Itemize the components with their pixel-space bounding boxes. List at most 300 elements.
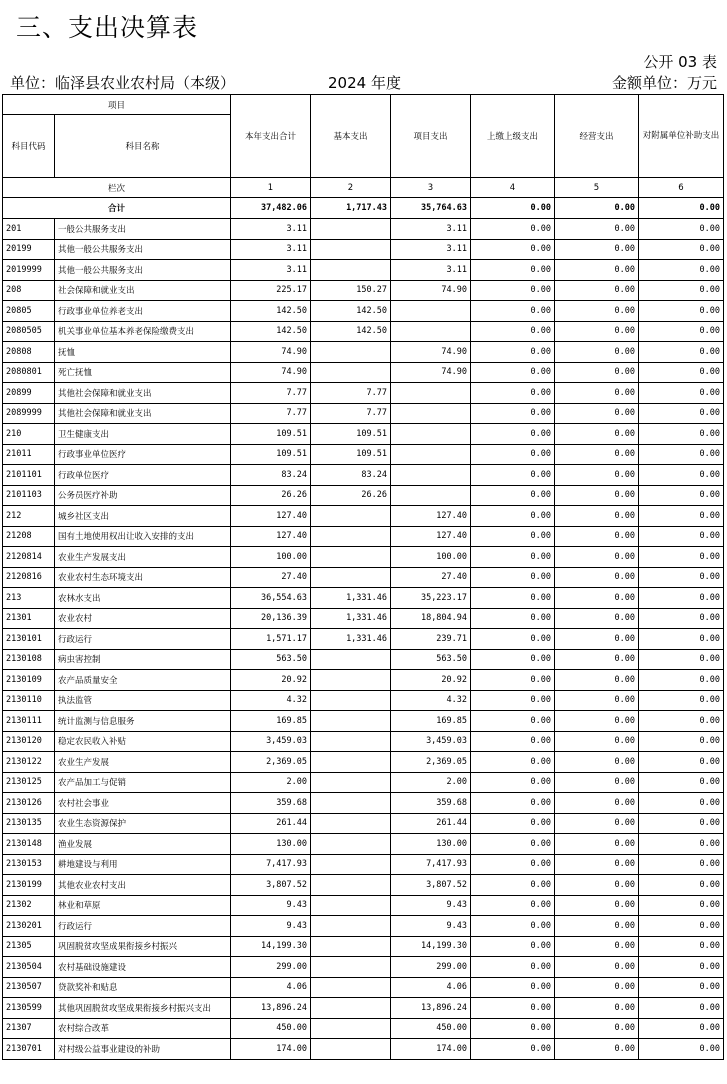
subsidy-cell: 0.00 xyxy=(639,403,724,424)
table-row xyxy=(3,936,724,957)
subsidy-cell: 0.00 xyxy=(639,362,724,383)
project-cell: 450.00 xyxy=(391,1018,471,1039)
subsidy-cell: 0.00 xyxy=(639,239,724,260)
code-cell: 208 xyxy=(3,280,55,301)
name-cell: 行政运行 xyxy=(55,916,231,937)
business-cell: 0.00 xyxy=(555,526,639,547)
subsidy-cell: 0.00 xyxy=(639,424,724,445)
subsidy-cell: 0.00 xyxy=(639,834,724,855)
upper-cell: 0.00 xyxy=(471,485,555,506)
table-row xyxy=(3,629,724,650)
upper-cell: 0.00 xyxy=(471,936,555,957)
table-row xyxy=(3,813,724,834)
business-cell: 0.00 xyxy=(555,834,639,855)
table-row xyxy=(3,752,724,773)
subsidy-cell: 0.00 xyxy=(639,506,724,527)
name-cell: 其他巩固脱贫攻坚成果衔接乡村振兴支出 xyxy=(55,998,231,1019)
code-cell: 2080505 xyxy=(3,321,55,342)
name-cell: 其他社会保障和就业支出 xyxy=(55,383,231,404)
business-cell: 0.00 xyxy=(555,1039,639,1060)
basic-cell xyxy=(311,834,391,855)
upper-cell: 0.00 xyxy=(471,506,555,527)
business-cell: 0.00 xyxy=(555,916,639,937)
project-cell: 3.11 xyxy=(391,239,471,260)
subsidy-cell: 0.00 xyxy=(639,444,724,465)
table-row xyxy=(3,1018,724,1039)
subsidy-cell: 0.00 xyxy=(639,1039,724,1060)
basic-cell: 109.51 xyxy=(311,424,391,445)
subsidy-cell: 0.00 xyxy=(639,875,724,896)
basic-cell xyxy=(311,506,391,527)
project-cell: 35,223.17 xyxy=(391,588,471,609)
upper-cell: 0.00 xyxy=(471,608,555,629)
name-cell: 农产品加工与促销 xyxy=(55,772,231,793)
name-cell: 农村综合改革 xyxy=(55,1018,231,1039)
code-cell: 2130109 xyxy=(3,670,55,691)
col-header-basic: 基本支出 xyxy=(311,95,391,178)
basic-cell: 83.24 xyxy=(311,465,391,486)
total-value: 0.00 xyxy=(639,198,724,219)
code-cell: 210 xyxy=(3,424,55,445)
subsidy-cell: 0.00 xyxy=(639,280,724,301)
project-cell: 299.00 xyxy=(391,957,471,978)
code-cell: 20805 xyxy=(3,301,55,322)
subsidy-cell: 0.00 xyxy=(639,772,724,793)
business-cell: 0.00 xyxy=(555,998,639,1019)
code-cell: 2130110 xyxy=(3,690,55,711)
project-cell: 4.06 xyxy=(391,977,471,998)
upper-cell: 0.00 xyxy=(471,875,555,896)
total-cell: 225.17 xyxy=(231,280,311,301)
expenditure-table xyxy=(2,94,724,1060)
project-cell xyxy=(391,444,471,465)
basic-cell: 26.26 xyxy=(311,485,391,506)
subsidy-cell: 0.00 xyxy=(639,260,724,281)
business-cell: 0.00 xyxy=(555,485,639,506)
basic-cell xyxy=(311,813,391,834)
total-cell: 174.00 xyxy=(231,1039,311,1060)
code-cell: 2130108 xyxy=(3,649,55,670)
upper-cell: 0.00 xyxy=(471,854,555,875)
business-cell: 0.00 xyxy=(555,547,639,568)
table-row xyxy=(3,506,724,527)
business-cell: 0.00 xyxy=(555,403,639,424)
basic-cell: 142.50 xyxy=(311,321,391,342)
subsidy-cell: 0.00 xyxy=(639,916,724,937)
code-cell: 20899 xyxy=(3,383,55,404)
business-cell: 0.00 xyxy=(555,383,639,404)
upper-cell: 0.00 xyxy=(471,629,555,650)
table-row xyxy=(3,731,724,752)
project-cell: 174.00 xyxy=(391,1039,471,1060)
project-cell xyxy=(391,465,471,486)
basic-cell: 109.51 xyxy=(311,444,391,465)
project-cell: 100.00 xyxy=(391,547,471,568)
subsidy-cell: 0.00 xyxy=(639,649,724,670)
upper-cell: 0.00 xyxy=(471,588,555,609)
subsidy-cell: 0.00 xyxy=(639,793,724,814)
table-row xyxy=(3,424,724,445)
code-cell: 2130120 xyxy=(3,731,55,752)
basic-cell xyxy=(311,875,391,896)
name-cell: 对村级公益事业建设的补助 xyxy=(55,1039,231,1060)
table-row xyxy=(3,649,724,670)
subsidy-cell: 0.00 xyxy=(639,629,724,650)
name-cell: 行政事业单位养老支出 xyxy=(55,301,231,322)
upper-cell: 0.00 xyxy=(471,1039,555,1060)
upper-cell: 0.00 xyxy=(471,690,555,711)
project-cell: 74.90 xyxy=(391,280,471,301)
subsidy-cell: 0.00 xyxy=(639,711,724,732)
upper-cell: 0.00 xyxy=(471,731,555,752)
subsidy-cell: 0.00 xyxy=(639,936,724,957)
table-row xyxy=(3,957,724,978)
basic-cell: 7.77 xyxy=(311,383,391,404)
table-row xyxy=(3,588,724,609)
project-cell: 9.43 xyxy=(391,916,471,937)
name-cell: 卫生健康支出 xyxy=(55,424,231,445)
upper-cell: 0.00 xyxy=(471,260,555,281)
upper-cell: 0.00 xyxy=(471,547,555,568)
project-cell: 2.00 xyxy=(391,772,471,793)
code-cell: 2130125 xyxy=(3,772,55,793)
business-cell: 0.00 xyxy=(555,219,639,240)
basic-cell xyxy=(311,936,391,957)
total-value: 37,482.06 xyxy=(231,198,311,219)
basic-cell xyxy=(311,526,391,547)
subsidy-cell: 0.00 xyxy=(639,526,724,547)
upper-cell: 0.00 xyxy=(471,772,555,793)
basic-cell xyxy=(311,690,391,711)
upper-cell: 0.00 xyxy=(471,239,555,260)
code-cell: 2130111 xyxy=(3,711,55,732)
col-header-code: 科目代码 xyxy=(3,115,55,178)
business-cell: 0.00 xyxy=(555,629,639,650)
name-cell: 统计监测与信息服务 xyxy=(55,711,231,732)
table-row xyxy=(3,239,724,260)
business-cell: 0.00 xyxy=(555,854,639,875)
name-cell: 城乡社区支出 xyxy=(55,506,231,527)
upper-cell: 0.00 xyxy=(471,977,555,998)
total-cell: 127.40 xyxy=(231,506,311,527)
basic-cell xyxy=(311,260,391,281)
code-cell: 2101101 xyxy=(3,465,55,486)
name-cell: 贷款奖补和贴息 xyxy=(55,977,231,998)
business-cell: 0.00 xyxy=(555,301,639,322)
name-cell: 行政运行 xyxy=(55,629,231,650)
subsidy-cell: 0.00 xyxy=(639,321,724,342)
basic-cell xyxy=(311,547,391,568)
table-row xyxy=(3,670,724,691)
upper-cell: 0.00 xyxy=(471,444,555,465)
project-cell xyxy=(391,301,471,322)
basic-cell xyxy=(311,1039,391,1060)
table-row xyxy=(3,608,724,629)
code-cell: 2130201 xyxy=(3,916,55,937)
total-cell: 2,369.05 xyxy=(231,752,311,773)
name-cell: 农产品质量安全 xyxy=(55,670,231,691)
business-cell: 0.00 xyxy=(555,772,639,793)
subsidy-cell: 0.00 xyxy=(639,957,724,978)
total-cell: 3.11 xyxy=(231,260,311,281)
basic-cell: 1,331.46 xyxy=(311,608,391,629)
table-row xyxy=(3,998,724,1019)
table-row xyxy=(3,301,724,322)
basic-cell: 150.27 xyxy=(311,280,391,301)
table-row xyxy=(3,711,724,732)
subsidy-cell: 0.00 xyxy=(639,998,724,1019)
name-cell: 其他社会保障和就业支出 xyxy=(55,403,231,424)
total-cell: 20,136.39 xyxy=(231,608,311,629)
subsidy-cell: 0.00 xyxy=(639,854,724,875)
table-row xyxy=(3,485,724,506)
total-cell: 74.90 xyxy=(231,342,311,363)
name-cell: 耕地建设与利用 xyxy=(55,854,231,875)
seq-6: 6 xyxy=(639,178,724,198)
business-cell: 0.00 xyxy=(555,731,639,752)
basic-cell xyxy=(311,772,391,793)
code-cell: 2130148 xyxy=(3,834,55,855)
business-cell: 0.00 xyxy=(555,342,639,363)
table-row xyxy=(3,690,724,711)
code-cell: 2120814 xyxy=(3,547,55,568)
project-cell xyxy=(391,424,471,445)
name-cell: 死亡抚恤 xyxy=(55,362,231,383)
subsidy-cell: 0.00 xyxy=(639,465,724,486)
basic-cell xyxy=(311,731,391,752)
col-header-upper: 上缴上级支出 xyxy=(471,95,555,178)
total-cell: 109.51 xyxy=(231,424,311,445)
total-cell: 27.40 xyxy=(231,567,311,588)
business-cell: 0.00 xyxy=(555,977,639,998)
total-cell: 169.85 xyxy=(231,711,311,732)
table-row xyxy=(3,321,724,342)
table-row xyxy=(3,383,724,404)
business-cell: 0.00 xyxy=(555,813,639,834)
project-cell: 130.00 xyxy=(391,834,471,855)
code-cell: 2130199 xyxy=(3,875,55,896)
basic-cell xyxy=(311,362,391,383)
project-cell: 3,459.03 xyxy=(391,731,471,752)
total-cell: 127.40 xyxy=(231,526,311,547)
total-cell: 109.51 xyxy=(231,444,311,465)
basic-cell: 142.50 xyxy=(311,301,391,322)
table-row xyxy=(3,834,724,855)
code-cell: 2130101 xyxy=(3,629,55,650)
code-cell: 21208 xyxy=(3,526,55,547)
total-cell: 563.50 xyxy=(231,649,311,670)
total-cell: 299.00 xyxy=(231,957,311,978)
upper-cell: 0.00 xyxy=(471,670,555,691)
table-row xyxy=(3,875,724,896)
project-cell: 14,199.30 xyxy=(391,936,471,957)
col-header-subsidy: 对附属单位补助支出 xyxy=(639,95,724,178)
name-cell: 农业农村生态环境支出 xyxy=(55,567,231,588)
total-cell: 1,571.17 xyxy=(231,629,311,650)
subsidy-cell: 0.00 xyxy=(639,588,724,609)
upper-cell: 0.00 xyxy=(471,916,555,937)
subsidy-cell: 0.00 xyxy=(639,690,724,711)
business-cell: 0.00 xyxy=(555,362,639,383)
name-cell: 农业生产发展支出 xyxy=(55,547,231,568)
total-cell: 359.68 xyxy=(231,793,311,814)
total-value: 0.00 xyxy=(555,198,639,219)
table-row xyxy=(3,219,724,240)
project-cell: 127.40 xyxy=(391,526,471,547)
seq-1: 1 xyxy=(231,178,311,198)
seq-2: 2 xyxy=(311,178,391,198)
upper-cell: 0.00 xyxy=(471,362,555,383)
total-cell: 3.11 xyxy=(231,219,311,240)
name-cell: 行政事业单位医疗 xyxy=(55,444,231,465)
subsidy-cell: 0.00 xyxy=(639,977,724,998)
upper-cell: 0.00 xyxy=(471,342,555,363)
code-cell: 2089999 xyxy=(3,403,55,424)
basic-cell xyxy=(311,239,391,260)
code-cell: 21307 xyxy=(3,1018,55,1039)
seq-3: 3 xyxy=(391,178,471,198)
code-cell: 21302 xyxy=(3,895,55,916)
table-row xyxy=(3,362,724,383)
code-cell: 2130135 xyxy=(3,813,55,834)
subsidy-cell: 0.00 xyxy=(639,895,724,916)
business-cell: 0.00 xyxy=(555,588,639,609)
table-row xyxy=(3,895,724,916)
subsidy-cell: 0.00 xyxy=(639,342,724,363)
basic-cell xyxy=(311,854,391,875)
business-cell: 0.00 xyxy=(555,936,639,957)
project-cell: 261.44 xyxy=(391,813,471,834)
table-row xyxy=(3,854,724,875)
subsidy-cell: 0.00 xyxy=(639,383,724,404)
project-cell: 127.40 xyxy=(391,506,471,527)
table-row xyxy=(3,772,724,793)
business-cell: 0.00 xyxy=(555,711,639,732)
code-cell: 212 xyxy=(3,506,55,527)
upper-cell: 0.00 xyxy=(471,301,555,322)
total-value: 0.00 xyxy=(471,198,555,219)
upper-cell: 0.00 xyxy=(471,383,555,404)
upper-cell: 0.00 xyxy=(471,465,555,486)
subsidy-cell: 0.00 xyxy=(639,731,724,752)
total-cell: 9.43 xyxy=(231,895,311,916)
total-cell: 3.11 xyxy=(231,239,311,260)
basic-cell xyxy=(311,219,391,240)
total-cell: 83.24 xyxy=(231,465,311,486)
page-title: 三、支出决算表 xyxy=(16,13,199,42)
total-cell: 36,554.63 xyxy=(231,588,311,609)
code-cell: 2130504 xyxy=(3,957,55,978)
code-cell: 21011 xyxy=(3,444,55,465)
name-cell: 农村社会事业 xyxy=(55,793,231,814)
code-cell: 2101103 xyxy=(3,485,55,506)
code-cell: 2130122 xyxy=(3,752,55,773)
basic-cell xyxy=(311,895,391,916)
code-cell: 2130153 xyxy=(3,854,55,875)
business-cell: 0.00 xyxy=(555,506,639,527)
table-row xyxy=(3,260,724,281)
name-cell: 其他一般公共服务支出 xyxy=(55,239,231,260)
total-cell: 3,807.52 xyxy=(231,875,311,896)
upper-cell: 0.00 xyxy=(471,403,555,424)
project-cell: 7,417.93 xyxy=(391,854,471,875)
name-cell: 一般公共服务支出 xyxy=(55,219,231,240)
form-number: 公开 03 表 xyxy=(643,53,717,71)
subsidy-cell: 0.00 xyxy=(639,608,724,629)
business-cell: 0.00 xyxy=(555,239,639,260)
year-label: 2024 年度 xyxy=(328,74,401,92)
code-cell: 2130507 xyxy=(3,977,55,998)
total-cell: 4.06 xyxy=(231,977,311,998)
unit-label: 单位：临泽县农业农村局（本级） xyxy=(10,74,236,92)
upper-cell: 0.00 xyxy=(471,998,555,1019)
upper-cell: 0.00 xyxy=(471,321,555,342)
total-cell: 9.43 xyxy=(231,916,311,937)
project-cell xyxy=(391,485,471,506)
table-row xyxy=(3,403,724,424)
subsidy-cell: 0.00 xyxy=(639,485,724,506)
basic-cell xyxy=(311,977,391,998)
name-cell: 林业和草原 xyxy=(55,895,231,916)
col-header-total: 本年支出合计 xyxy=(231,95,311,178)
code-cell: 213 xyxy=(3,588,55,609)
name-cell: 执法监管 xyxy=(55,690,231,711)
project-cell xyxy=(391,383,471,404)
upper-cell: 0.00 xyxy=(471,526,555,547)
subsidy-cell: 0.00 xyxy=(639,219,724,240)
basic-cell xyxy=(311,670,391,691)
business-cell: 0.00 xyxy=(555,895,639,916)
total-cell: 20.92 xyxy=(231,670,311,691)
project-cell: 3.11 xyxy=(391,219,471,240)
total-cell: 3,459.03 xyxy=(231,731,311,752)
code-cell: 21301 xyxy=(3,608,55,629)
subsidy-cell: 0.00 xyxy=(639,752,724,773)
basic-cell xyxy=(311,916,391,937)
name-cell: 抚恤 xyxy=(55,342,231,363)
total-row xyxy=(3,198,724,219)
total-cell: 13,896.24 xyxy=(231,998,311,1019)
upper-cell: 0.00 xyxy=(471,957,555,978)
total-cell: 142.50 xyxy=(231,301,311,322)
name-cell: 农业生产发展 xyxy=(55,752,231,773)
basic-cell xyxy=(311,1018,391,1039)
basic-cell xyxy=(311,649,391,670)
upper-cell: 0.00 xyxy=(471,567,555,588)
name-cell: 机关事业单位基本养老保险缴费支出 xyxy=(55,321,231,342)
subsidy-cell: 0.00 xyxy=(639,547,724,568)
total-cell: 130.00 xyxy=(231,834,311,855)
business-cell: 0.00 xyxy=(555,260,639,281)
table-row xyxy=(3,444,724,465)
basic-cell xyxy=(311,793,391,814)
total-label: 合计 xyxy=(3,198,231,219)
upper-cell: 0.00 xyxy=(471,752,555,773)
total-cell: 2.00 xyxy=(231,772,311,793)
code-cell: 201 xyxy=(3,219,55,240)
basic-cell xyxy=(311,567,391,588)
subsidy-cell: 0.00 xyxy=(639,813,724,834)
code-cell: 2130599 xyxy=(3,998,55,1019)
total-cell: 142.50 xyxy=(231,321,311,342)
project-cell: 3,807.52 xyxy=(391,875,471,896)
name-cell: 农林水支出 xyxy=(55,588,231,609)
code-cell: 2080801 xyxy=(3,362,55,383)
basic-cell xyxy=(311,998,391,1019)
total-cell: 4.32 xyxy=(231,690,311,711)
basic-cell xyxy=(311,957,391,978)
name-cell: 其他农业农村支出 xyxy=(55,875,231,896)
